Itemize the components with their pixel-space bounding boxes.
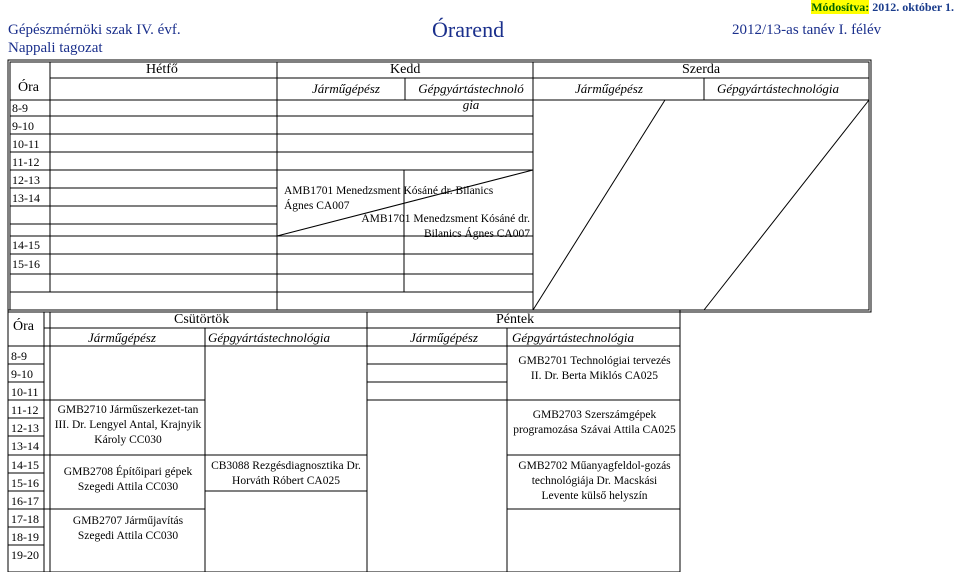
top-ora-header: Óra — [18, 80, 39, 95]
page-title: Órarend — [432, 17, 505, 42]
csutortok-subhead-gepgyartas: Gépgyártástechnológia — [208, 330, 331, 345]
top-hour: 14-15 — [12, 238, 40, 252]
top-hour: 13-14 — [12, 191, 40, 205]
top-hour: 15-16 — [12, 257, 40, 271]
bottom-hour: 9-10 — [11, 367, 33, 381]
top-hour: 9-10 — [12, 119, 34, 133]
top-hour: 8-9 — [12, 101, 28, 115]
bottom-hour: 12-13 — [11, 421, 39, 435]
bottom-hour: 19-20 — [11, 548, 39, 562]
day-csutortok: Csütörtök — [174, 312, 230, 327]
bottom-hour: 16-17 — [11, 494, 39, 508]
top-hour: 12-13 — [12, 173, 40, 187]
bottom-hour: 10-11 — [11, 385, 39, 399]
kedd-subhead-jarmu: Járműgépész — [312, 81, 380, 96]
top-hour: 10-11 — [12, 137, 40, 151]
bottom-hour: 14-15 — [11, 458, 39, 472]
term-label: 2012/13-as tanév I. félév — [732, 22, 882, 38]
friday-gepgyartas-entry: GMB2701 Technológiai tervezés II. Dr. Berta Miklós CA025 — [518, 355, 671, 382]
mode-label: Nappali tagozat — [8, 40, 103, 56]
bottom-hour: 17-18 — [11, 512, 39, 526]
pentek-subhead-jarmu: Járműgépész — [410, 330, 478, 345]
bottom-hour: 15-16 — [11, 476, 39, 490]
friday-gepgyartas-entry: GMB2702 Műanyagfeldol-gozás technológiája Dr. Macskási Levente külső helyszín — [518, 460, 671, 502]
bottom-hour: 13-14 — [11, 439, 39, 453]
program-title: Gépészmérnöki szak IV. évf. — [8, 22, 181, 38]
szerda-subhead-jarmu: Járműgépész — [575, 81, 643, 96]
modified-date: 2012. október 1. — [869, 0, 954, 14]
day-kedd: Kedd — [390, 62, 421, 77]
kedd-entry-jarmu: AMB1701 Menedzsment Kósáné dr. Bilanics Ágnes CA007 — [284, 185, 494, 212]
friday-gepgyartas-entry: GMB2703 Szerszámgépek programozása Szávai Attila CA025 — [513, 409, 676, 436]
day-pentek: Péntek — [496, 312, 535, 327]
bottom-ora-header: Óra — [13, 319, 34, 334]
szerda-subhead-gepgyartas: Gépgyártástechnológia — [717, 81, 840, 96]
thursday-gepgyartas-entry: CB3088 Rezgésdiagnosztika Dr. Horváth Róbert CA025 — [211, 460, 361, 487]
thursday-jarmu-entry: GMB2708 Építőipari gépek Szegedi Attila CC030 — [63, 466, 193, 493]
top-hour: 11-12 — [12, 155, 40, 169]
modified-label: Módosítva: — [811, 0, 870, 14]
bottom-hour: 11-12 — [11, 403, 39, 417]
day-hetfo: Hétfő — [146, 62, 178, 77]
bottom-hour: 8-9 — [11, 349, 27, 363]
thursday-jarmu-entry: GMB2707 Járműjavítás Szegedi Attila CC030 — [72, 515, 184, 542]
kedd-subhead-gepgyartas: Gépgyártástechnoló gia — [418, 81, 524, 112]
kedd-entry-gepgyartas: AMB1701 Menedzsment Kósáné dr. Bilanics Ágnes CA007 — [361, 213, 530, 240]
bottom-hour: 18-19 — [11, 530, 39, 544]
thursday-jarmu-entry: GMB2710 Járműszerkezet-tan III. Dr. Lengyel Antal, Krajnyik Károly CC030 — [54, 404, 202, 446]
pentek-subhead-gepgyartas: Gépgyártástechnológia — [512, 330, 635, 345]
csutortok-subhead-jarmu: Járműgépész — [88, 330, 156, 345]
day-szerda: Szerda — [682, 62, 721, 77]
